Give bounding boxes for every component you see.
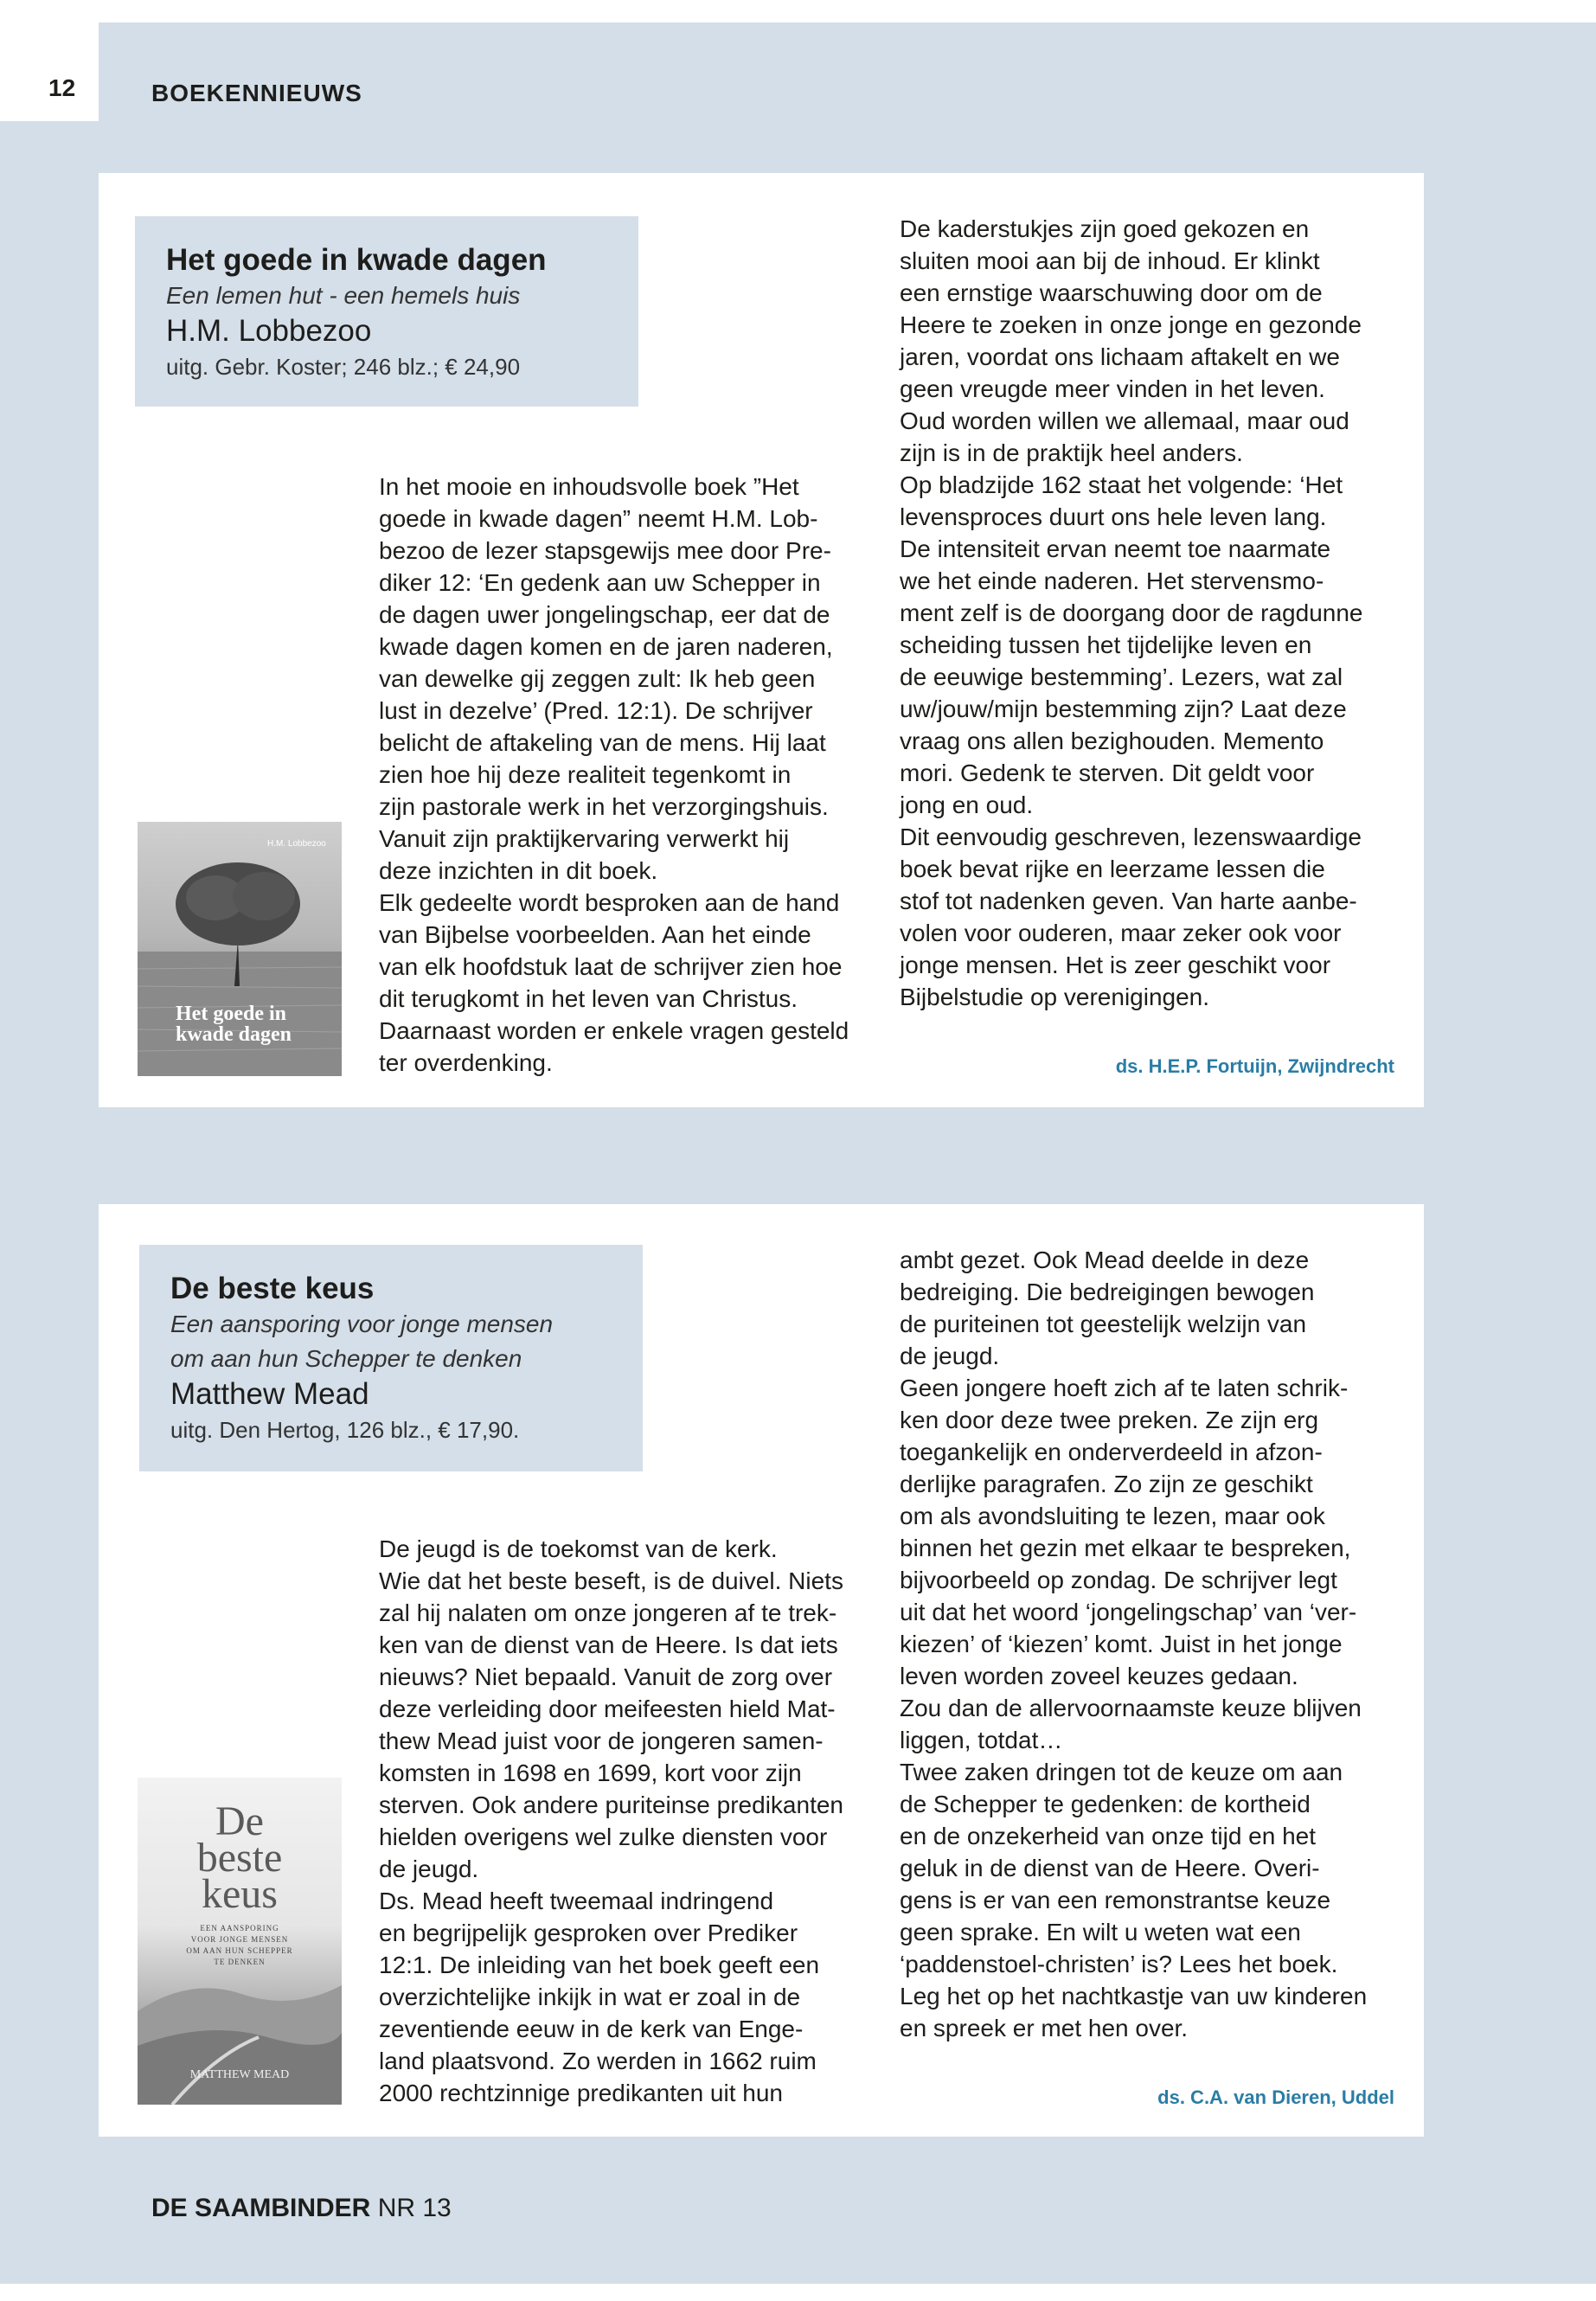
review-column-2 xyxy=(900,213,1401,1013)
text-line: de eeuwige bestemming’. Lezers, wat zal xyxy=(900,663,1343,690)
cover-title: Het goede in kwade dagen xyxy=(176,1003,292,1046)
text-line: zijn is in de praktijk heel anders. xyxy=(900,439,1243,466)
text-line: bedreiging. Die bedreigingen bewogen xyxy=(900,1279,1315,1305)
text-line: jaren, voordat ons lichaam aftakelt en we xyxy=(900,343,1340,370)
text-line: 2000 rechtzinnige predikanten uit hun xyxy=(379,2080,784,2106)
text-line: Wie dat het beste beseft, is de duivel. Niets xyxy=(379,1567,843,1594)
text-line: 12:1. De inleiding van het boek geeft een xyxy=(379,1952,820,1978)
book-cover-image xyxy=(138,822,342,1076)
book-cover-image xyxy=(138,1778,342,2105)
text-line: dit terugkomt in het leven van Christus. xyxy=(379,985,798,1012)
book-subtitle-line-2: om aan hun Schepper te denken xyxy=(170,1345,522,1372)
text-line: ter overdenking. xyxy=(379,1049,553,1076)
text-line: mori. Gedenk te sterven. Dit geldt voor xyxy=(900,760,1315,786)
text-line: nieuws? Niet bepaald. Vanuit de zorg over xyxy=(379,1663,833,1690)
text-line: lust in dezelve’ (Pred. 12:1). De schrijver xyxy=(379,697,813,724)
text-line: kiezen’ of ‘kiezen’ komt. Juist in het jonge xyxy=(900,1631,1343,1657)
text-line: geen sprake. En wilt u weten wat een xyxy=(900,1919,1301,1945)
text-line: ambt gezet. Ook Mead deelde in deze xyxy=(900,1247,1310,1273)
text-line: overzichtelijke inkijk in wat er zoal in de xyxy=(379,1984,801,2010)
text-line: van dewelke gij zeggen zult: Ik heb geen xyxy=(379,665,816,692)
text-line: Ds. Mead heeft tweemaal indringend xyxy=(379,1888,774,1914)
text-line: gens is er van een remonstrantse keuze xyxy=(900,1887,1331,1913)
cover-subtitle-line: VOOR JONGE MENSEN xyxy=(190,1935,289,1944)
book-subtitle: Een lemen hut - een hemels huis xyxy=(166,282,521,309)
text-line: sluiten mooi aan bij de inhoud. Er klinkt xyxy=(900,247,1320,274)
book-author: Matthew Mead xyxy=(170,1377,369,1411)
text-line: bezoo de lezer stapsgewijs mee door Pre- xyxy=(379,537,831,564)
text-line: stof tot nadenken geven. Van harte aanbe- xyxy=(900,888,1357,914)
text-line: diker 12: ‘En gedenk aan uw Schepper in xyxy=(379,569,821,596)
review-column-1 xyxy=(379,1533,863,2109)
text-line: we het einde naderen. Het stervensmo- xyxy=(900,567,1324,594)
text-line: ‘paddenstoel-christen’ is? Lees het boek. xyxy=(900,1951,1338,1977)
text-line: boek bevat rijke en leerzame lessen die xyxy=(900,856,1325,882)
cover-subtitle-line: OM AAN HUN SCHEPPER xyxy=(186,1946,293,1955)
text-line: De kaderstukjes zijn goed gekozen en xyxy=(900,215,1310,242)
book-info-box xyxy=(135,216,638,407)
text-line: jong en oud. xyxy=(900,792,1034,818)
text-line: van Bijbelse voorbeelden. Aan het einde xyxy=(379,921,811,948)
book-publisher: uitg. Gebr. Koster; 246 blz.; € 24,90 xyxy=(166,354,521,380)
text-line: zijn pastorale werk in het verzorgingshuis. xyxy=(379,793,829,820)
review-column-1 xyxy=(379,471,863,1079)
text-line: en begrijpelijk gesproken over Prediker xyxy=(379,1920,798,1946)
text-line: De intensiteit ervan neemt toe naarmate xyxy=(900,535,1331,562)
text-line: Heere te zoeken in onze jonge en gezonde xyxy=(900,311,1362,338)
text-line: Elk gedeelte wordt besproken aan de hand xyxy=(379,889,840,916)
text-line: land plaatsvond. Zo werden in 1662 ruim xyxy=(379,2048,817,2074)
text-line: de jeugd. xyxy=(900,1343,1000,1369)
reviewer-signature: ds. C.A. van Dieren, Uddel xyxy=(1157,2086,1394,2108)
text-line: zal hij nalaten om onze jongeren af te trek- xyxy=(379,1599,837,1626)
text-line: Zou dan de allervoornaamste keuze blijven xyxy=(900,1695,1362,1721)
book-author: H.M. Lobbezoo xyxy=(166,314,372,348)
book-publisher: uitg. Den Hertog, 126 blz., € 17,90. xyxy=(170,1417,520,1443)
text-line: Vanuit zijn praktijkervaring verwerkt hij xyxy=(379,825,790,852)
cover-title-line: beste xyxy=(196,1835,283,1881)
text-line: geen vreugde meer vinden in het leven. xyxy=(900,375,1325,402)
text-line: en spreek er met hen over. xyxy=(900,2015,1189,2041)
page-top-strip xyxy=(0,0,1596,22)
review-card-2 xyxy=(99,1204,1424,2137)
text-line: uw/jouw/mijn bestemming zijn? Laat deze xyxy=(900,695,1347,722)
text-line: ment zelf is de doorgang door de ragdunne xyxy=(900,599,1363,626)
text-line: de Schepper te gedenken: de kortheid xyxy=(900,1791,1311,1817)
text-line: jonge mensen. Het is zeer geschikt voor xyxy=(900,952,1331,978)
review-column-2 xyxy=(900,1244,1401,2044)
text-line: kwade dagen komen en de jaren naderen, xyxy=(379,633,833,660)
text-line: derlijke paragrafen. Zo zijn ze geschikt xyxy=(900,1471,1313,1497)
text-line: Oud worden willen we allemaal, maar oud xyxy=(900,407,1349,434)
page-number-box xyxy=(0,22,99,121)
text-line: toegankelijk en onderverdeeld in afzon- xyxy=(900,1439,1323,1465)
text-line: leven worden zoveel keuzes gedaan. xyxy=(900,1663,1298,1689)
text-line: vraag ons allen bezighouden. Memento xyxy=(900,727,1324,754)
book-title: Het goede in kwade dagen xyxy=(166,243,547,277)
cover-subtitle xyxy=(138,1923,342,1968)
text-line: komsten in 1698 en 1699, kort voor zijn xyxy=(379,1759,802,1786)
magazine-name: DE SAAMBINDER xyxy=(151,2194,371,2222)
text-line: Twee zaken dringen tot de keuze om aan xyxy=(900,1759,1343,1785)
text-line: van elk hoofdstuk laat de schrijver zien hoe xyxy=(379,953,843,980)
book-info-box xyxy=(139,1245,643,1471)
text-line: Bijbelstudie op verenigingen. xyxy=(900,984,1210,1010)
text-line: uit dat het woord ‘jongelingschap’ van ‘ver- xyxy=(900,1599,1357,1625)
section-title: BOEKENNIEUWS xyxy=(151,80,362,106)
text-line: liggen, totdat… xyxy=(900,1727,1063,1753)
text-line: Op bladzijde 162 staat het volgende: ‘Het xyxy=(900,471,1343,498)
text-line: om als avondsluiting te lezen, maar ook xyxy=(900,1503,1325,1529)
text-line: Dit eenvoudig geschreven, lezenswaardige xyxy=(900,824,1362,850)
text-line: thew Mead juist voor de jongeren samen- xyxy=(379,1727,824,1754)
cover-author: MATTHEW MEAD xyxy=(189,2068,290,2081)
text-line: en de onzekerheid van onze tijd en het xyxy=(900,1823,1317,1849)
text-line: bijvoorbeeld op zondag. De schrijver legt xyxy=(900,1567,1337,1593)
text-line: volen voor ouderen, maar zeker ook voor xyxy=(900,920,1342,946)
text-line: binnen het gezin met elkaar te bespreken, xyxy=(900,1535,1351,1561)
cover-title xyxy=(138,1798,342,1917)
text-line: scheiding tussen het tijdelijke leven en xyxy=(900,631,1312,658)
footer-magazine-issue xyxy=(151,2194,452,2223)
text-line: belicht de aftakeling van de mens. Hij laat xyxy=(379,729,826,756)
book-title: De beste keus xyxy=(170,1272,375,1305)
cover-title-line: De xyxy=(215,1798,264,1844)
text-line: De jeugd is de toekomst van de kerk. xyxy=(379,1535,778,1562)
text-line: Daarnaast worden er enkele vragen gesteld xyxy=(379,1017,849,1044)
text-line: de puriteinen tot geestelijk welzijn van xyxy=(900,1311,1307,1337)
cover-subtitle-line: TE DENKEN xyxy=(214,1958,266,1966)
text-line: zien hoe hij deze realiteit tegenkomt in xyxy=(379,761,792,788)
text-line: sterven. Ook andere puriteinse predikanten xyxy=(379,1791,843,1818)
text-line: levensproces duurt ons hele leven lang. xyxy=(900,503,1327,530)
text-line: ken door deze twee preken. Ze zijn erg xyxy=(900,1407,1319,1433)
review-card-1 xyxy=(99,173,1424,1107)
cover-subtitle-line: EEN AANSPORING xyxy=(200,1924,279,1932)
text-line: de dagen uwer jongelingschap, eer dat de xyxy=(379,601,830,628)
text-line: hielden overigens wel zulke diensten voor xyxy=(379,1823,828,1850)
reviewer-signature: ds. H.E.P. Fortuijn, Zwijndrecht xyxy=(1115,1055,1394,1077)
text-line: de jeugd. xyxy=(379,1856,479,1882)
page-number: 12 xyxy=(48,74,76,101)
book-subtitle-line-1: Een aansporing voor jonge mensen xyxy=(170,1311,554,1337)
text-line: deze verleiding door meifeesten hield Mat- xyxy=(379,1695,836,1722)
cover-title-line: keus xyxy=(202,1871,278,1917)
text-line: goede in kwade dagen” neemt H.M. Lob- xyxy=(379,505,818,532)
text-line: Geen jongere hoeft zich af te laten schrik- xyxy=(900,1375,1349,1401)
text-line: ken van de dienst van de Heere. Is dat iets xyxy=(379,1631,838,1658)
issue-number: NR 13 xyxy=(370,2194,452,2222)
cover-author: H.M. Lobbezoo xyxy=(267,839,326,849)
text-line: Leg het op het nachtkastje van uw kinderen xyxy=(900,1983,1368,2009)
text-line: zeventiende eeuw in de kerk van Enge- xyxy=(379,2016,804,2042)
text-line: een ernstige waarschuwing door om de xyxy=(900,279,1323,306)
text-line: deze inzichten in dit boek. xyxy=(379,857,658,884)
text-line: geluk in de dienst van de Heere. Overi- xyxy=(900,1855,1320,1881)
text-line: In het mooie en inhoudsvolle boek ”Het xyxy=(379,473,799,500)
